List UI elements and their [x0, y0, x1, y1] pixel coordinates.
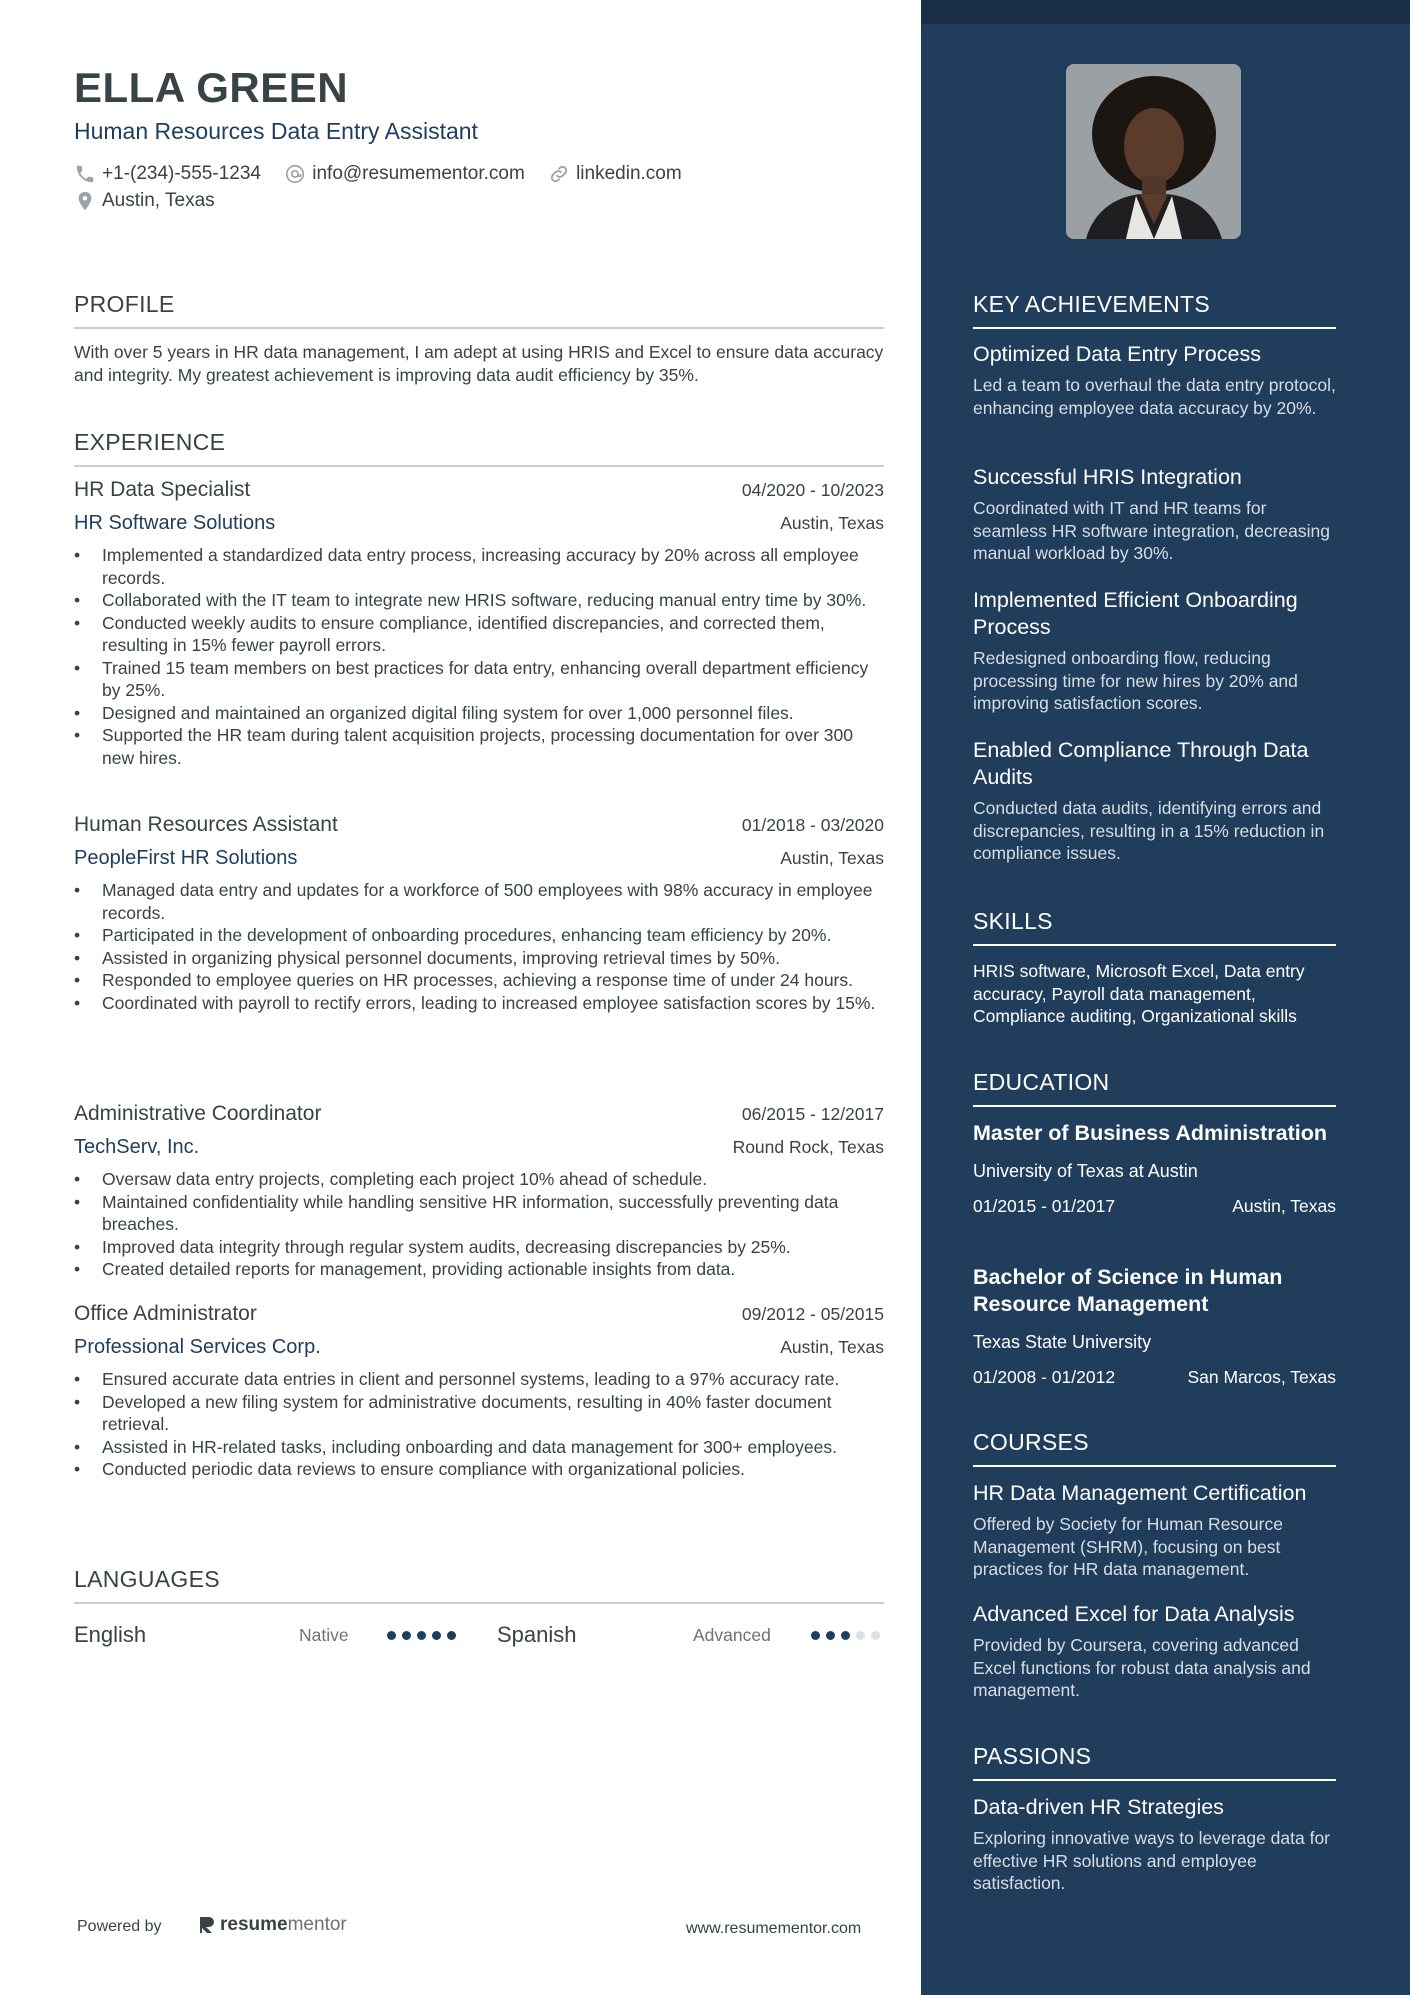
job-bullet: • Oversaw data entry projects, completing each project 10% ahead of schedule.	[74, 1168, 884, 1191]
language-name: English	[74, 1622, 147, 1647]
achievement-title: Successful HRIS Integration	[973, 465, 1242, 489]
course-title: Advanced Excel for Data Analysis	[973, 1602, 1295, 1626]
achievement-desc: Redesigned onboarding flow, reducing processing time for new hires by 20% and improving satisfaction scores.	[973, 648, 1298, 713]
achievement-title: Enabled Compliance Through Data Audits	[973, 738, 1309, 789]
education-location: San Marcos, Texas	[1187, 1367, 1336, 1387]
job-dates: 04/2020 - 10/2023	[741, 480, 884, 500]
passions-heading: PASSIONS	[973, 1743, 1336, 1781]
job-location: Austin, Texas	[780, 1337, 884, 1357]
education-location: Austin, Texas	[1232, 1196, 1336, 1216]
powered-by-label: Powered by	[77, 1918, 162, 1935]
job-bullet: • Created detailed reports for management, providing actionable insights from data.	[74, 1258, 884, 1281]
job-bullet: • Developed a new filing system for administrative documents, resulting in 40% faster document retrieval.	[74, 1391, 884, 1436]
candidate-name: ELLA GREEN	[74, 64, 349, 111]
job-location: Austin, Texas	[780, 848, 884, 868]
job-location: Round Rock, Texas	[732, 1137, 884, 1157]
job-bullets	[74, 879, 884, 1014]
job-company: HR Software Solutions	[74, 512, 276, 534]
job-entry	[74, 478, 884, 769]
education-school: University of Texas at Austin	[973, 1161, 1198, 1181]
link-icon	[548, 163, 570, 185]
rating-dot-filled	[417, 1631, 426, 1640]
job-bullet: • Assisted in HR-related tasks, including onboarding and data management for 300+ employees.	[74, 1436, 884, 1459]
phone-text: +1-(234)-555-1234	[102, 162, 261, 184]
resumementor-logo[interactable]	[198, 1914, 347, 1936]
job-entry	[74, 813, 884, 1014]
location-contact	[74, 187, 233, 218]
education-dates: 01/2015 - 01/2017	[973, 1196, 1116, 1216]
language-item	[74, 1618, 146, 1652]
rating-dot-empty	[856, 1631, 865, 1640]
email-text: info@resumementor.com	[312, 162, 525, 184]
logo-bold-text: resume	[220, 1914, 288, 1935]
job-dates: 06/2015 - 12/2017	[741, 1104, 884, 1124]
language-rating	[811, 1618, 880, 1652]
rating-dot-empty	[871, 1631, 880, 1640]
profile-heading: PROFILE	[74, 291, 884, 329]
courses-heading: COURSES	[973, 1429, 1336, 1467]
passion-item	[973, 1794, 1338, 1895]
education-item	[973, 1264, 1336, 1388]
job-title: Human Resources Data Entry Assistant	[74, 118, 478, 144]
achievements-heading: KEY ACHIEVEMENTS	[973, 291, 1336, 329]
job-bullet: • Coordinated with payroll to rectify errors, leading to increased employee satisfaction scores by 15%.	[74, 992, 884, 1015]
achievement-title: Optimized Data Entry Process	[973, 342, 1261, 366]
contact-info	[74, 160, 894, 191]
job-company: PeopleFirst HR Solutions	[74, 847, 298, 869]
rating-dot-filled	[387, 1631, 396, 1640]
job-entry	[74, 1102, 884, 1281]
course-item	[973, 1480, 1338, 1581]
resumementor-logo-icon	[198, 1915, 216, 1935]
rating-dot-filled	[811, 1631, 820, 1640]
job-bullet: • Supported the HR team during talent acquisition projects, processing documentation for over 300 new hires.	[74, 724, 884, 769]
phone-contact[interactable]	[74, 160, 261, 187]
at-icon	[284, 163, 306, 185]
rating-dots	[811, 1631, 880, 1640]
email-contact[interactable]	[284, 160, 525, 187]
job-bullet: • Responded to employee queries on HR processes, achieving a response time of under 24 hours.	[74, 969, 884, 992]
skills-heading: SKILLS	[973, 908, 1336, 946]
rating-dot-filled	[841, 1631, 850, 1640]
languages-heading: LANGUAGES	[74, 1566, 884, 1604]
education-school: Texas State University	[973, 1332, 1152, 1352]
achievement-item	[973, 737, 1338, 865]
location-text: Austin, Texas	[102, 189, 215, 211]
job-role: HR Data Specialist	[74, 478, 251, 501]
language-level: Native	[299, 1624, 349, 1645]
footer-url-link[interactable]: www.resumementor.com	[686, 1920, 862, 1937]
job-location: Austin, Texas	[780, 513, 884, 533]
sidebar-top-band	[921, 0, 1410, 24]
passion-title: Data-driven HR Strategies	[973, 1795, 1224, 1819]
job-bullet: • Maintained confidentiality while handling sensitive HR information, successfully preventing data breaches.	[74, 1191, 884, 1236]
job-company: TechServ, Inc.	[74, 1136, 200, 1158]
job-role: Administrative Coordinator	[74, 1102, 322, 1125]
job-role: Office Administrator	[74, 1302, 257, 1325]
course-desc: Offered by Society for Human Resource Management (SHRM), focusing on best practices for HR data management.	[973, 1514, 1283, 1579]
achievement-item	[973, 341, 1338, 419]
experience-heading: EXPERIENCE	[74, 429, 884, 467]
job-company: Professional Services Corp.	[74, 1336, 321, 1358]
job-bullet: • Managed data entry and updates for a workforce of 500 employees with 98% accuracy in employee records.	[74, 879, 884, 924]
job-bullet: • Ensured accurate data entries in client and personnel systems, leading to a 97% accuracy rate.	[74, 1368, 884, 1391]
job-bullet: • Improved data integrity through regular system audits, decreasing discrepancies by 25%.	[74, 1236, 884, 1259]
skills-list: HRIS software, Microsoft Excel, Data entry accuracy, Payroll data management, Compliance auditing, Organizational skills	[973, 961, 1305, 1026]
education-item	[973, 1120, 1336, 1217]
logo-light-text: mentor	[287, 1914, 347, 1935]
language-name: Spanish	[497, 1622, 577, 1647]
course-title: HR Data Management Certification	[973, 1481, 1307, 1505]
job-bullet: • Trained 15 team members on best practices for data entry, enhancing overall department efficiency by 25%.	[74, 657, 884, 702]
achievement-desc: Led a team to overhaul the data entry protocol, enhancing employee data accuracy by 20%.	[973, 375, 1336, 418]
job-entry	[74, 1302, 884, 1481]
rating-dot-filled	[826, 1631, 835, 1640]
achievement-title: Implemented Efficient Onboarding Process	[973, 588, 1298, 639]
job-bullet: • Conducted weekly audits to ensure compliance, identified discrepancies, and corrected them, resulting in 15% fewer payroll errors.	[74, 612, 884, 657]
achievement-item	[973, 587, 1338, 715]
education-degree: Bachelor of Science in Human Resource Management	[973, 1265, 1283, 1316]
passion-desc: Exploring innovative ways to leverage data for effective HR solutions and employee satisfaction.	[973, 1828, 1331, 1893]
job-bullets	[74, 1368, 884, 1481]
job-bullet: • Assisted in organizing physical personnel documents, improving retrieval times by 50%.	[74, 947, 884, 970]
rating-dot-filled	[432, 1631, 441, 1640]
job-bullet: • Designed and maintained an organized digital filing system for over 1,000 personnel files.	[74, 702, 884, 725]
language-level-wrap	[693, 1618, 771, 1652]
language-level: Advanced	[693, 1624, 771, 1645]
job-bullet: • Collaborated with the IT team to integrate new HRIS software, reducing manual entry time by 30%.	[74, 589, 884, 612]
job-role: Human Resources Assistant	[74, 813, 338, 836]
achievement-desc: Conducted data audits, identifying errors and discrepancies, resulting in a 15% reduction in compliance issues.	[973, 798, 1325, 863]
education-degree: Master of Business Administration	[973, 1121, 1328, 1145]
languages-row	[74, 1618, 884, 1652]
job-dates: 01/2018 - 03/2020	[741, 815, 884, 835]
job-dates: 09/2012 - 05/2015	[741, 1304, 884, 1324]
linkedin-contact[interactable]	[548, 160, 682, 187]
rating-dot-filled	[447, 1631, 456, 1640]
job-bullet: • Conducted periodic data reviews to ensure compliance with organizational policies.	[74, 1458, 884, 1481]
achievement-desc: Coordinated with IT and HR teams for seamless HR software integration, decreasing manual workload by 30%.	[973, 498, 1330, 563]
job-bullet: • Participated in the development of onboarding procedures, enhancing team efficiency by 20%.	[74, 924, 884, 947]
job-bullets	[74, 544, 884, 769]
language-level-wrap	[299, 1618, 349, 1652]
job-bullets	[74, 1168, 884, 1281]
location-pin-icon	[74, 190, 96, 212]
rating-dots	[387, 1631, 456, 1640]
job-bullet: • Implemented a standardized data entry process, increasing accuracy by 20% across all employee records.	[74, 544, 884, 589]
portrait-image	[1066, 64, 1241, 239]
achievement-item	[973, 464, 1338, 565]
phone-icon	[74, 163, 96, 185]
sidebar	[921, 0, 1410, 1995]
course-item	[973, 1601, 1338, 1702]
course-desc: Provided by Coursera, covering advanced Excel functions for robust data analysis and management.	[973, 1635, 1311, 1700]
rating-dot-filled	[402, 1631, 411, 1640]
profile-summary: With over 5 years in HR data management, I am adept at using HRIS and Excel to ensure data accuracy and integrity. My greatest achievement is improving data audit efficiency by 35%.	[74, 342, 884, 385]
linkedin-text: linkedin.com	[576, 162, 682, 184]
profile-photo	[1066, 64, 1241, 239]
language-rating	[387, 1618, 456, 1652]
education-heading: EDUCATION	[973, 1069, 1336, 1107]
education-dates: 01/2008 - 01/2012	[973, 1367, 1116, 1387]
language-item	[497, 1618, 577, 1652]
